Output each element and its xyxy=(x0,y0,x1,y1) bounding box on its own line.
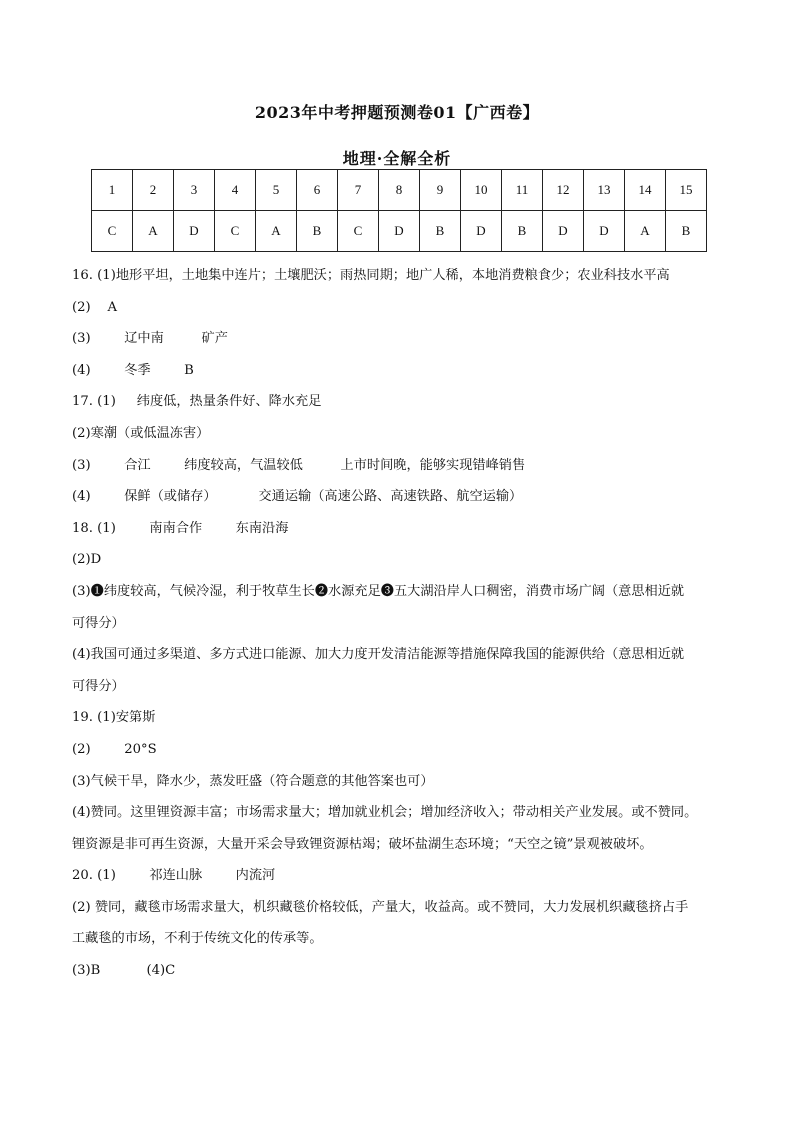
question-number: 7 xyxy=(338,170,379,211)
answer-cell: C xyxy=(215,211,256,252)
answer-line-q16-2: (2) A xyxy=(72,299,117,315)
answer-line-q20-2: (2) 赞同，藏毯市场需求量大，机织藏毯价格较低，产量大，收益高。或不赞同，大力发展机织藏毯挤占手 xyxy=(72,899,689,915)
answer-line-q16-1: 16. (1)地形平坦，土地集中连片；土壤肥沃；雨热同期；地广人稀，本地消费粮食少；农业科技水平高 xyxy=(72,268,670,283)
answer-cell: D xyxy=(543,211,584,252)
answer-line-q20-2-cont: 工藏毯的市场，不利于传统文化的传承等。 xyxy=(72,931,323,947)
answer-line-q18-2: (2)D xyxy=(72,552,102,568)
answer-cell: B xyxy=(502,211,543,252)
question-number: 9 xyxy=(420,170,461,211)
question-number: 13 xyxy=(584,170,625,211)
answer-table-answer-row xyxy=(92,211,707,252)
answer-line-q16-3: (3) 辽中南 矿产 xyxy=(72,331,228,347)
answer-line-q17-1: 17. (1) 纬度低，热量条件好、降水充足 xyxy=(72,394,322,410)
answer-line-q19-3: (3)气候干旱，降水少，蒸发旺盛（符合题意的其他答案也可） xyxy=(72,773,434,789)
answer-cell: B xyxy=(666,211,707,252)
answer-cell: A xyxy=(256,211,297,252)
answer-cell: D xyxy=(461,211,502,252)
answer-line-q17-3: (3) 合江 纬度较高，气温较低 上市时间晚，能够实现错峰销售 xyxy=(72,457,526,473)
answer-line-q19-4: (4)赞同。这里锂资源丰富；市场需求量大；增加就业机会；增加经济收入；带动相关产业发展。或不赞同。 xyxy=(72,805,698,821)
document-title: 2023年中考押题预测卷01【广西卷】 xyxy=(254,103,540,122)
answer-line-q16-4: (4) 冬季 B xyxy=(72,362,194,378)
answer-cell: B xyxy=(297,211,338,252)
answer-table-number-row xyxy=(92,170,707,211)
question-number: 14 xyxy=(625,170,666,211)
answer-cell: D xyxy=(584,211,625,252)
answer-line-q19-2: (2) 20°S xyxy=(72,741,157,757)
question-number: 6 xyxy=(297,170,338,211)
question-number: 3 xyxy=(174,170,215,211)
answer-line-q19-4-cont: 锂资源是非可再生资源，大量开采会导致锂资源枯竭；破坏盐湖生态环境；“天空之镜”景观被破坏。 xyxy=(72,836,653,852)
answer-line-q18-3: (3)❶纬度较高，气候冷湿，利于牧草生长❷水源充足❸五大湖沿岸人口稠密，消费市场广阔（意思相近就 xyxy=(72,583,685,599)
answer-cell: B xyxy=(420,211,461,252)
answer-line-q17-4: (4) 保鲜（或储存） 交通运输（高速公路、高速铁路、航空运输） xyxy=(72,489,523,505)
question-number: 4 xyxy=(215,170,256,211)
answer-line-q20-1: 20. (1) 祁连山脉 内流河 xyxy=(72,868,276,884)
answer-cell: C xyxy=(338,211,379,252)
document-subtitle: 地理·全解全析 xyxy=(342,149,452,168)
answer-line-q19-1: 19. (1)安第斯 xyxy=(72,710,156,726)
question-number: 2 xyxy=(133,170,174,211)
answer-cell: D xyxy=(379,211,420,252)
answer-line-q18-4-cont: 可得分） xyxy=(72,678,125,694)
answer-line-q18-3-cont: 可得分） xyxy=(72,615,125,631)
question-number: 8 xyxy=(379,170,420,211)
question-number: 11 xyxy=(502,170,543,211)
answer-line-q18-1: 18. (1) 南南合作 东南沿海 xyxy=(72,520,289,536)
answer-cell: A xyxy=(625,211,666,252)
question-number: 12 xyxy=(543,170,584,211)
answer-line-q17-2: (2)寒潮（或低温冻害） xyxy=(72,425,210,441)
question-number: 5 xyxy=(256,170,297,211)
answer-explanations xyxy=(72,260,742,987)
answer-cell: C xyxy=(92,211,133,252)
answer-table xyxy=(91,169,707,252)
answer-cell: A xyxy=(133,211,174,252)
question-number: 10 xyxy=(461,170,502,211)
question-number: 15 xyxy=(666,170,707,211)
question-number: 1 xyxy=(92,170,133,211)
answer-line-q18-4: (4)我国可通过多渠道、多方式进口能源、加大力度开发清洁能源等措施保障我国的能源供给（意思相近就 xyxy=(72,647,685,663)
answer-line-q20-3-4: (3)B (4)C xyxy=(72,963,176,979)
answer-cell: D xyxy=(174,211,215,252)
